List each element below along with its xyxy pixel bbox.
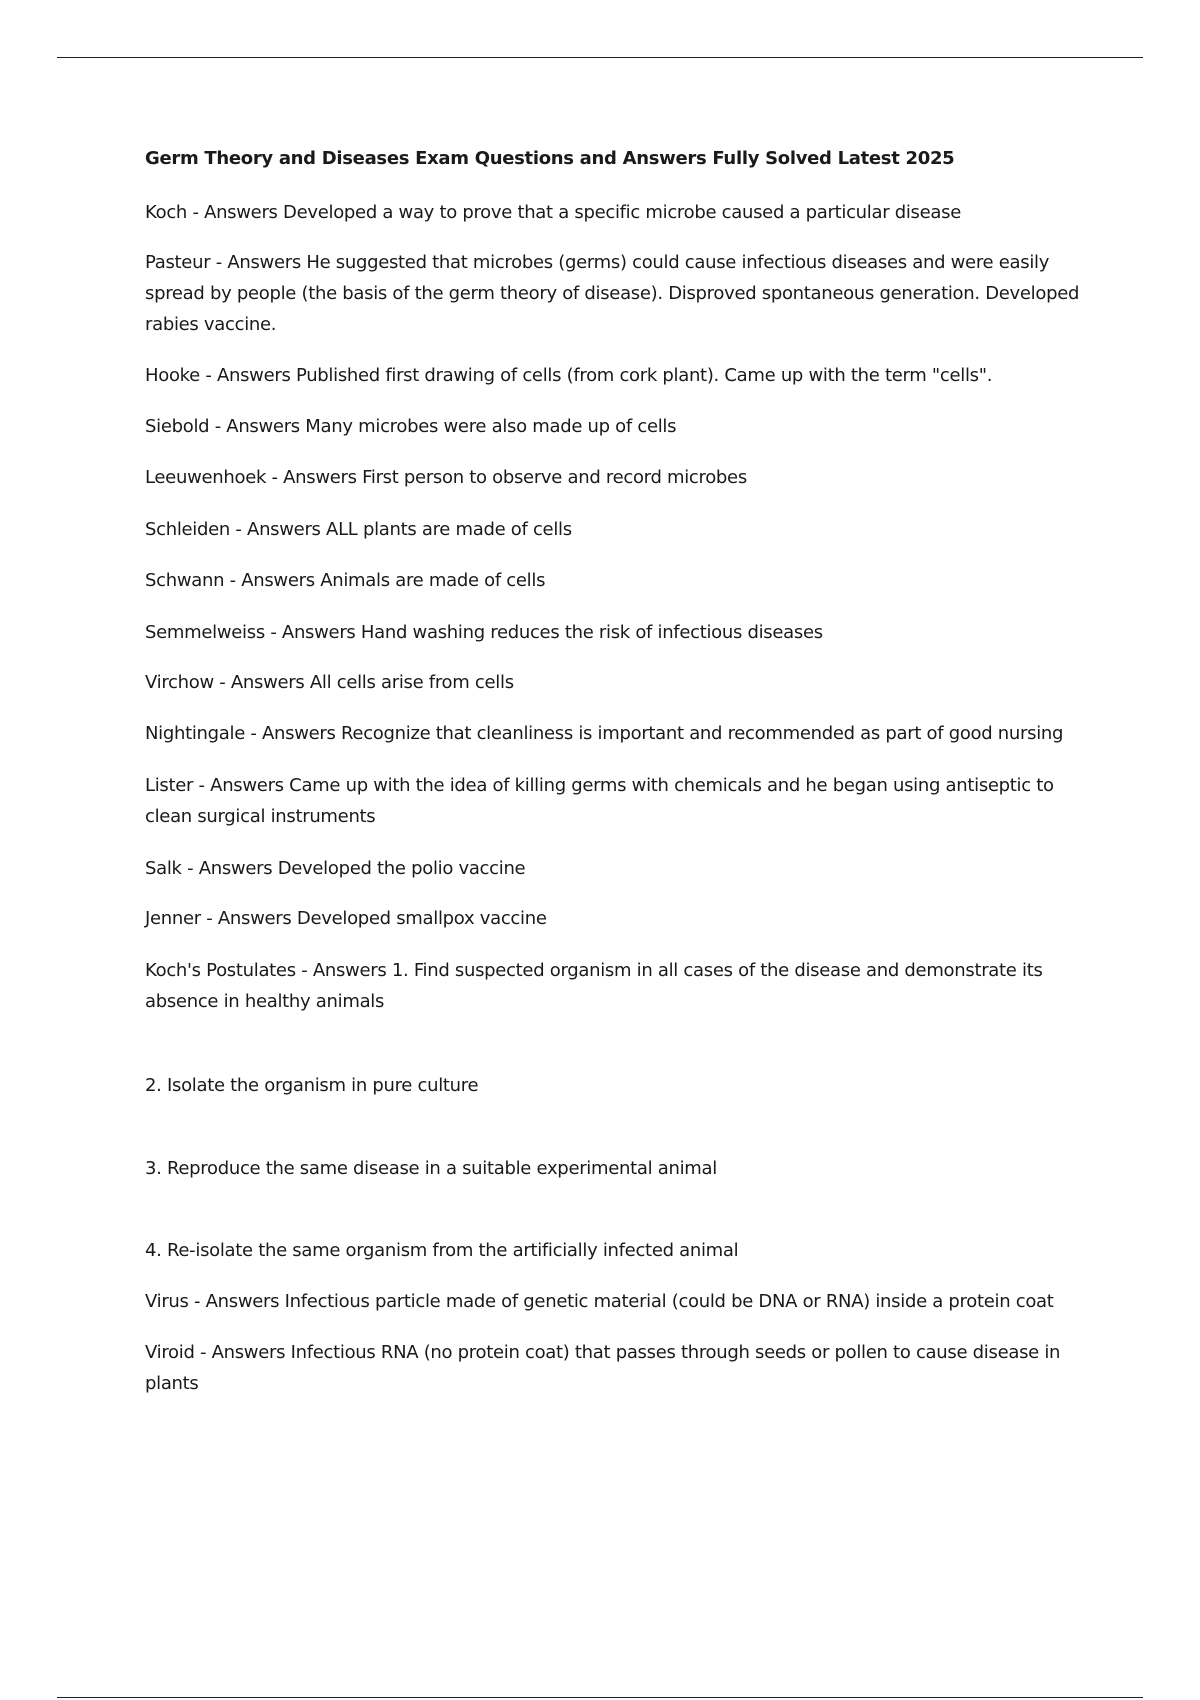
qa-hooke: Hooke - Answers Published first drawing of cells (from cork plant). Came up with the term "cells".: [145, 365, 993, 386]
qa-salk: Salk - Answers Developed the polio vaccine: [145, 858, 526, 879]
document-title: Germ Theory and Diseases Exam Questions and Answers Fully Solved Latest 2025: [145, 148, 955, 169]
qa-schwann: Schwann - Answers Animals are made of cells: [145, 570, 546, 591]
qa-viroid: Viroid - Answers Infectious RNA (no protein coat) that passes through seeds or pollen to cause disease in plants: [145, 1342, 1061, 1394]
qa-schleiden: Schleiden - Answers ALL plants are made of cells: [145, 519, 572, 540]
qa-semmelweiss: Semmelweiss - Answers Hand washing reduces the risk of infectious diseases: [145, 622, 823, 643]
header-rule: [57, 57, 1143, 58]
qa-virchow: Virchow - Answers All cells arise from cells: [145, 672, 514, 693]
qa-jenner: Jenner - Answers Developed smallpox vaccine: [145, 908, 547, 929]
qa-leeuwenhoek: Leeuwenhoek - Answers First person to observe and record microbes: [145, 467, 747, 488]
footer-rule: [57, 1697, 1143, 1698]
qa-koch: Koch - Answers Developed a way to prove that a specific microbe caused a particular disease: [145, 202, 961, 223]
postulate-4: 4. Re-isolate the same organism from the artificially infected animal: [145, 1240, 739, 1261]
postulate-3: 3. Reproduce the same disease in a suitable experimental animal: [145, 1158, 717, 1179]
qa-lister: Lister - Answers Came up with the idea of killing germs with chemicals and he began using antiseptic to clean surgical instruments: [145, 775, 1054, 827]
qa-virus: Virus - Answers Infectious particle made of genetic material (could be DNA or RNA) inside a protein coat: [145, 1291, 1054, 1312]
postulate-2: 2. Isolate the organism in pure culture: [145, 1075, 479, 1096]
qa-siebold: Siebold - Answers Many microbes were also made up of cells: [145, 416, 677, 437]
qa-kochs-postulates: Koch's Postulates - Answers 1. Find suspected organism in all cases of the disease and demonstrate its absence in healthy animals: [145, 960, 1043, 1012]
qa-pasteur: Pasteur - Answers He suggested that microbes (germs) could cause infectious diseases and were easily spread by people (the basis of the germ theory of disease). Disproved spontaneous generation. Developed rabies vaccine.: [145, 252, 1080, 335]
qa-nightingale: Nightingale - Answers Recognize that cleanliness is important and recommended as part of good nursing: [145, 723, 1064, 744]
